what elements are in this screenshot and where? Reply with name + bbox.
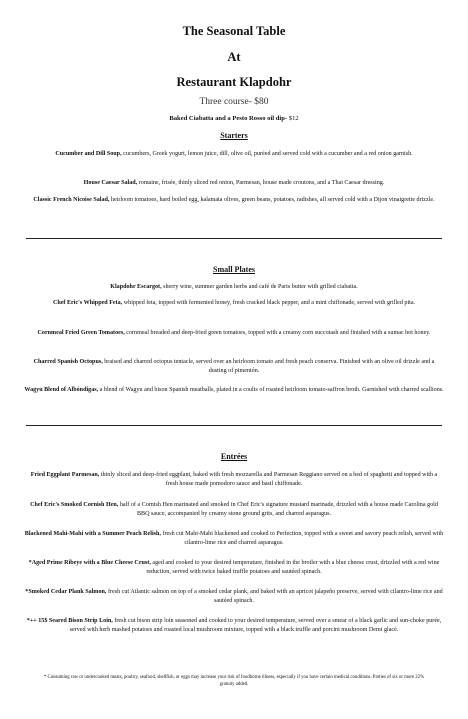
- menu-title-line-1: The Seasonal Table: [182, 24, 286, 38]
- starters-heading: Starters: [220, 131, 248, 140]
- item-description: fresh cut bison strip loin seasoned and cooked to your desired temperature, served over a smear of a black garlic and sun-choke purée, served with herb mashed potatoes and roasted local mushroom mixture, topped with a black truffle and porcini mushroom Demi glacé.: [69, 618, 442, 633]
- item-description: braised and charred octopus tentacle, served over an heirloom tomato and fresh peach conserva. Finished with an olive oil drizzle and a dusting of pimentón.: [102, 359, 435, 374]
- item-name: Chef Eric's Whipped Feta,: [52, 300, 123, 306]
- entree-item: [0, 530, 468, 548]
- item-description: aged and cooked to your desired temperature, finished in the broiler with a blue cheese crust, drizzled with a red wine reduction, served with twice baked truffle potatoes and sautéed spinach.: [146, 560, 440, 575]
- entree-item: [0, 588, 468, 606]
- item-description: a blend of Wagyu and bison Spanish meatballs, plated in a coulis of roasted heirloom tomato-saffron broth. Garnished with charred scallions.: [98, 387, 444, 393]
- section-divider: [26, 238, 442, 239]
- ciabatta-name: Baked Ciabatta and a Pesto Rosso oil dip-: [169, 115, 288, 122]
- item-description: thinly sliced and deep-fried eggplant, baked with fresh mozzarella and Parmesan Reggiano served on a bed of spaghetti and topped with a fresh house made pomodoro sauce and basil chiffonade.: [99, 472, 438, 487]
- small-plates-heading: Small Plates: [213, 265, 255, 274]
- item-name: Classic French Nicoise Salad,: [33, 197, 110, 203]
- entree-item: [0, 471, 468, 489]
- item-description: fresh cut Mahi-Mahi blackened and cooked to Perfection, topped with a sweet and savory peach relish, served with cilantro-lime rice and charred asparagus.: [160, 531, 444, 546]
- item-description: fresh cut Atlantic salmon on top of a smoked cedar plank, and baked with an apricot jalapeño preserve, served with cilantro-lime rice and sautéed spinach.: [106, 589, 443, 604]
- entree-item: [0, 501, 468, 519]
- item-name: Chef Eric's Smoked Cornish Hen,: [30, 502, 119, 508]
- allergy-gratuity-footnote: * Consuming raw or undercooked meats, poultry, seafood, shellfish, or eggs may increase your risk of foodborne illness, especially if you have certain medical conditions. Parties of six or more 22% gratuity added.: [43, 675, 425, 687]
- item-name: Charred Spanish Octopus,: [33, 359, 103, 365]
- item-name: Wagyu Blend of Albóndigas,: [24, 387, 99, 393]
- small-plate-item: [0, 386, 468, 395]
- item-name: Cucumber and Dill Soup,: [55, 151, 122, 157]
- item-name: Blackened Mahi-Mahi with a Summer Peach Relish,: [24, 531, 161, 537]
- item-description: cornmeal breaded and deep-fried green tomatoes, topped with a creamy corn succotash and finished with a sumac hot honey.: [124, 330, 431, 336]
- item-name: *Aged Prime Ribeye with a Blue Cheese Crust,: [28, 560, 151, 566]
- item-description: sherry wine, summer garden herbs and café de Paris butter with grilled ciabatta.: [161, 284, 358, 290]
- item-description: half of a Cornish Hen marinated and smoked in Chef Eric's signature mustard marinade, drizzled with a house made Carolina gold BBQ sauce, accompanied by creamy stone ground grits, and charred asparagus.: [118, 502, 438, 517]
- small-plate-item: [0, 358, 468, 376]
- item-description: cucumbers, Greek yogurt, lemon juice, dill, olive oil, puréed and served cold with a cucumber and a red onion garnish.: [121, 151, 413, 157]
- entree-item: [0, 617, 468, 635]
- item-name: Klapdohr Escargot,: [110, 284, 162, 290]
- small-plate-item: [0, 299, 468, 308]
- item-description: whipped feta, topped with fermented honey, fresh cracked black pepper, and a mint chiffonade, served with grilled pita.: [122, 300, 416, 306]
- item-description: romaine, frisée, thinly sliced red onion, Parmesan, house made croutons, and a Thai Caesar dressing.: [137, 180, 385, 186]
- entrees-heading: Entrées: [220, 452, 248, 461]
- ciabatta-price: $12: [287, 115, 299, 122]
- item-name: Cornmeal Fried Green Tomatoes,: [37, 330, 125, 336]
- menu-title-line-3: Restaurant Klapdohr: [176, 75, 292, 89]
- section-divider: [26, 425, 442, 426]
- small-plate-item: [0, 283, 468, 292]
- small-plate-item: [0, 329, 468, 338]
- starter-item: [0, 179, 468, 188]
- item-description: heirloom tomatoes, hard boiled egg, kalamata olives, green beans, potatoes, radishes, all served cold with a Dijon vinaigrette drizzle.: [109, 197, 435, 203]
- ciabatta-line: [0, 115, 468, 122]
- item-name: House Caesar Salad,: [83, 180, 138, 186]
- starter-item: [0, 196, 468, 205]
- item-name: Fried Eggplant Parmesan,: [30, 472, 100, 478]
- three-course-price: Three course- $80: [199, 97, 269, 107]
- item-name: *++ 15$ Seared Bison Strip Loin,: [26, 618, 113, 624]
- menu-title-line-2: At: [227, 50, 241, 64]
- entree-item: [0, 559, 468, 577]
- item-name: *Smoked Cedar Plank Salmon,: [25, 589, 107, 595]
- starter-item: [0, 150, 468, 159]
